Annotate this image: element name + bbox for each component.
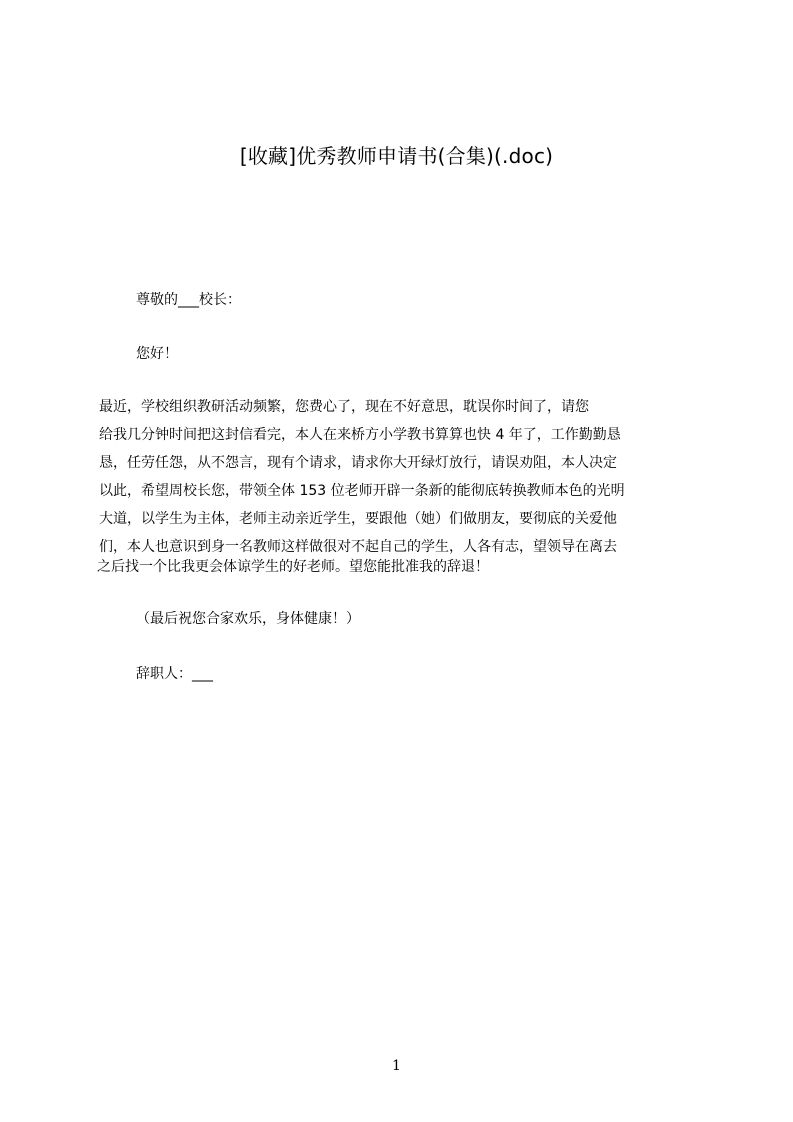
body-line: 给我几分钟时间把这封信看完，本人在来桥方小学教书算算也快 4 年了，工作勤勤恳	[99, 427, 621, 443]
salutation: 尊敬的___校长：	[136, 292, 241, 308]
document-title: [收藏]优秀教师申请书(合集)(.doc)	[239, 144, 554, 168]
body-line: 大道，以学生为主体，老师主动亲近学生，要跟他（她）们做朋友，要彻底的关爱他	[99, 511, 617, 527]
page-number: 1	[392, 1058, 401, 1074]
signature-line: 辞职人：___	[136, 666, 213, 682]
body-line: 们，本人也意识到身一名教师这样做很对不起自己的学生，人各有志，望领导在离去	[99, 539, 617, 555]
body-line: 以此，希望周校长您，带领全体 153 位老师开辟一条新的能彻底转换教师本色的光明	[99, 483, 625, 499]
body-line: 最近，学校组织教研活动频繁，您费心了，现在不好意思，耽误你时间了，请您	[99, 399, 589, 415]
body-line: 之后找一个比我更会体谅学生的好老师。望您能批准我的辞退！	[97, 559, 489, 575]
closing-wishes: （最后祝您合家欢乐，身体健康！）	[136, 611, 360, 627]
greeting: 您好！	[136, 346, 178, 362]
body-line: 恳，任劳任怨，从不怨言，现有个请求，请求你大开绿灯放行，请误劝阻，本人决定	[99, 455, 617, 471]
